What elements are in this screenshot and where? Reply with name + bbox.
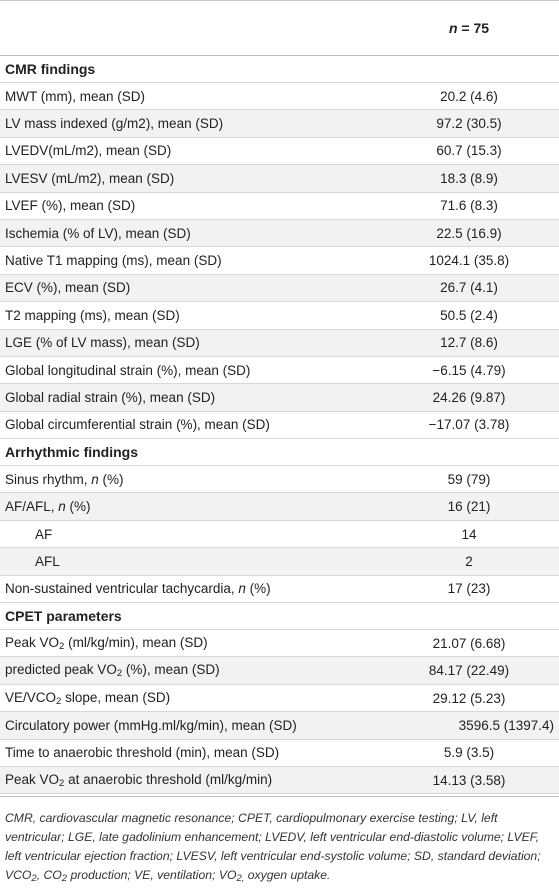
label-text: AF/AFL, — [5, 499, 59, 515]
row-value: 84.17 (22.49) — [399, 657, 559, 684]
row-value: 5.9 (3.5) — [399, 739, 559, 766]
row-value: 22.5 (16.9) — [399, 219, 559, 246]
row-value: 12.7 (8.6) — [399, 329, 559, 356]
label-italic: n — [91, 471, 99, 487]
table-row — [0, 329, 559, 356]
row-value: 14 — [399, 520, 559, 547]
footnote-subscript: 2 — [31, 873, 37, 885]
label-subscript: 2 — [116, 668, 123, 680]
label-text: Non-sustained ventricular tachycardia, — [5, 581, 239, 597]
label-text: (ml/kg/min), mean (SD) — [64, 634, 208, 650]
row-label: LVESV (mL/m2), mean (SD) — [0, 165, 399, 192]
row-value: 2 — [399, 548, 559, 575]
table-row — [0, 548, 559, 575]
section-title: CPET parameters — [0, 603, 559, 630]
row-label: T2 mapping (ms), mean (SD) — [0, 302, 399, 329]
row-value: 26.7 (4.1) — [399, 274, 559, 301]
table-row — [0, 739, 559, 766]
row-value: −17.07 (3.78) — [399, 411, 559, 438]
table-row — [0, 247, 559, 274]
section-title: CMR findings — [0, 56, 559, 83]
n-value: = 75 — [461, 20, 490, 36]
row-label: Ischemia (% of LV), mean (SD) — [0, 219, 399, 246]
section-arrhythmic — [0, 439, 559, 603]
row-label: AF — [0, 520, 399, 547]
table-row — [0, 493, 559, 520]
table-row — [0, 657, 559, 684]
label-subscript: 2 — [59, 777, 65, 789]
table-row — [0, 192, 559, 219]
row-label — [0, 684, 399, 711]
footnote-text: oxygen uptake. — [244, 868, 331, 883]
label-text: (%) — [98, 471, 124, 487]
row-value: 71.6 (8.3) — [399, 192, 559, 219]
table-row — [0, 219, 559, 246]
label-italic: n — [238, 581, 246, 597]
row-label: LVEDV(mL/m2), mean (SD) — [0, 137, 399, 164]
table-row — [0, 712, 559, 739]
table-row — [0, 575, 559, 602]
table-row — [0, 302, 559, 329]
row-value: 18.3 (8.9) — [399, 165, 559, 192]
row-label: LVEF (%), mean (SD) — [0, 192, 399, 219]
label-subscript: 2 — [59, 640, 65, 652]
label-text: predicted peak VO — [5, 662, 117, 678]
table-row — [0, 466, 559, 493]
label-text: Peak VO — [5, 771, 60, 787]
row-value: 17 (23) — [399, 575, 559, 602]
row-label: Time to anaerobic threshold (min), mean (SD) — [0, 739, 399, 766]
row-label — [0, 575, 399, 602]
footnote-subscript: 2 — [61, 873, 68, 885]
table-row — [0, 630, 559, 657]
section-title: Arrhythmic findings — [0, 439, 559, 466]
table-row — [0, 137, 559, 164]
row-value: 20.2 (4.6) — [399, 83, 559, 110]
label-text: VE/VCO — [5, 689, 57, 705]
table-row — [0, 83, 559, 110]
row-label — [0, 657, 399, 684]
table-row — [0, 356, 559, 383]
footnote-text: , CO — [36, 868, 62, 883]
row-label — [0, 493, 399, 520]
row-value: 60.7 (15.3) — [399, 137, 559, 164]
table-row — [0, 110, 559, 137]
label-text: at anaerobic threshold (ml/kg/min) — [64, 771, 273, 787]
row-value: 16 (21) — [399, 493, 559, 520]
table-row — [0, 520, 559, 547]
row-label — [0, 630, 399, 657]
row-label: LGE (% of LV mass), mean (SD) — [0, 329, 399, 356]
section-cmr — [0, 56, 559, 439]
table-row — [0, 274, 559, 301]
row-label: AFL — [0, 548, 399, 575]
row-value: −6.15 (4.79) — [399, 356, 559, 383]
row-value: 97.2 (30.5) — [399, 110, 559, 137]
row-value: 1024.1 (35.8) — [399, 247, 559, 274]
label-text: Peak VO — [5, 634, 60, 650]
label-text: (%) — [65, 499, 91, 515]
footnote-text: production; VE, ventilation; VO — [67, 868, 237, 883]
row-label: Circulatory power (mmHg.ml/kg/min), mean (SD) — [0, 712, 399, 739]
row-label: Global longitudinal strain (%), mean (SD) — [0, 356, 399, 383]
row-value: 29.12 (5.23) — [399, 684, 559, 711]
row-label: LV mass indexed (g/m2), mean (SD) — [0, 110, 399, 137]
table-row — [0, 766, 559, 793]
header-n-cell — [399, 1, 559, 56]
header-label-cell — [0, 1, 399, 56]
label-text: (%), mean (SD) — [122, 662, 220, 678]
table-row — [0, 384, 559, 411]
row-label: ECV (%), mean (SD) — [0, 274, 399, 301]
header-row — [0, 1, 559, 56]
label-subscript: 2 — [56, 695, 62, 707]
row-value: 21.07 (6.68) — [399, 630, 559, 657]
row-value: 50.5 (2.4) — [399, 302, 559, 329]
row-label: Global circumferential strain (%), mean (SD) — [0, 411, 399, 438]
row-value: 59 (79) — [399, 466, 559, 493]
row-value: 14.13 (3.58) — [399, 766, 559, 793]
table-row — [0, 684, 559, 711]
n-symbol: n — [448, 20, 458, 36]
label-text: slope, mean (SD) — [61, 689, 171, 705]
row-label — [0, 766, 399, 793]
footnote-subscript: 2, — [236, 873, 245, 885]
row-label — [0, 466, 399, 493]
row-label: MWT (mm), mean (SD) — [0, 83, 399, 110]
footnote-text: CMR, cardiovascular magnetic resonance; CPET, cardiopulmonary exercise testing; LV, left ventricular; LGE, late gadolinium enhancement; LVEDV, left ventricular end-diastolic volume; LVEF, left ventricular ejection fraction; LVESV, left ventricular end-systolic volume; SD, standard deviation; VCO — [5, 811, 541, 883]
table-row — [0, 165, 559, 192]
row-value: 24.26 (9.87) — [399, 384, 559, 411]
table-footnote — [0, 796, 559, 888]
section-cpet — [0, 603, 559, 794]
label-italic: n — [58, 499, 66, 515]
row-value: 3596.5 (1397.4) — [399, 712, 559, 739]
row-label: Native T1 mapping (ms), mean (SD) — [0, 247, 399, 274]
label-text: Sinus rhythm, — [5, 471, 92, 487]
table-row — [0, 411, 559, 438]
row-label: Global radial strain (%), mean (SD) — [0, 384, 399, 411]
label-text: (%) — [245, 581, 271, 597]
